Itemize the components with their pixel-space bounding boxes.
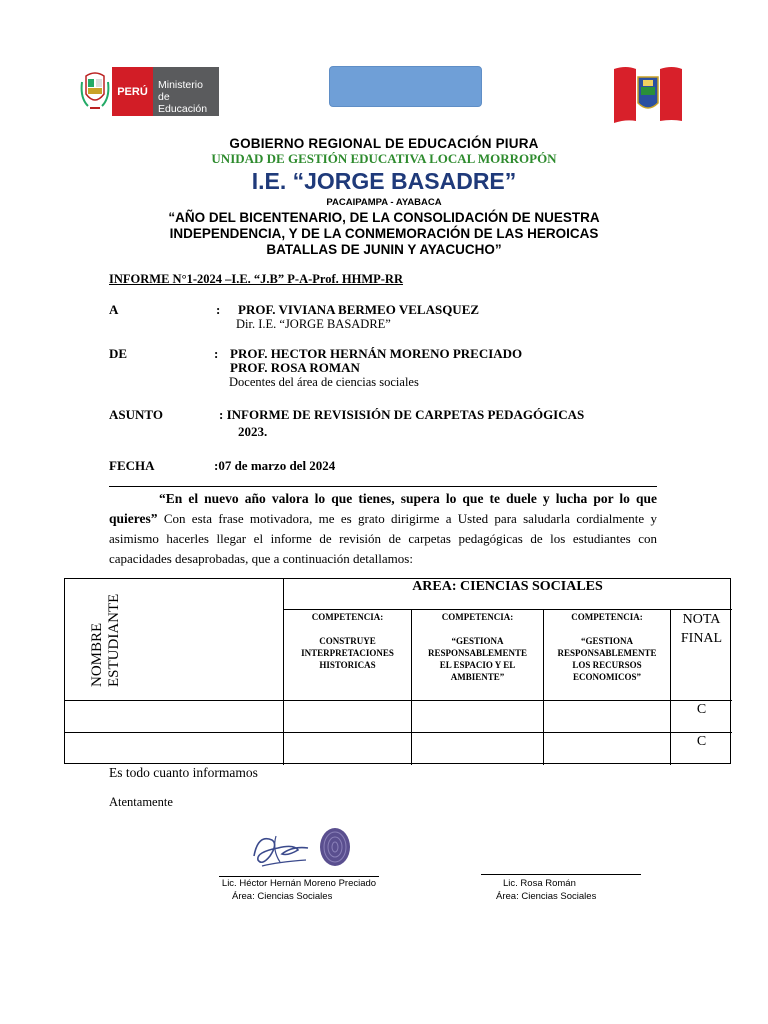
ministerio-educacion-logo <box>153 67 219 116</box>
field-asunto-line1: : INFORME DE REVISISIÓN DE CARPETAS PEDAGÓGICAS <box>219 407 585 422</box>
competencia-text: ECONOMICOS” <box>572 672 641 682</box>
separator-line <box>109 486 657 487</box>
field-de-colon: : <box>214 346 219 361</box>
location-heading: PACAIPAMPA - AYABACA <box>326 197 442 208</box>
competencia-text: “GESTIONA <box>451 636 504 646</box>
area-header: AREA: CIENCIAS SOCIALES <box>412 579 603 594</box>
signature-line-2 <box>481 874 641 875</box>
field-de-role: Docentes del área de ciencias sociales <box>229 375 419 389</box>
intro-paragraph <box>109 489 657 569</box>
evaluation-table <box>64 578 731 764</box>
competencia-label: COMPETENCIA: <box>571 612 643 622</box>
field-a-colon: : <box>216 302 221 317</box>
competencia-text: HISTORICAS <box>319 660 376 670</box>
field-de-name1: PROF. HECTOR HERNÁN MORENO PRECIADO <box>230 346 523 361</box>
field-a-role: Dir. I.E. “JORGE BASADRE” <box>236 317 391 331</box>
school-name-heading: I.E. “JORGE BASADRE” <box>251 168 517 194</box>
gobierno-regional-heading: GOBIERNO REGIONAL DE EDUCACIÓN PIURA <box>229 136 539 151</box>
peru-label: PERÚ <box>117 85 148 98</box>
school-flag-icon <box>612 63 684 125</box>
signature-1-area: Área: Ciencias Sociales <box>232 891 333 902</box>
row-nota: C <box>696 734 707 749</box>
year-motto-line1: “AÑO DEL BICENTENARIO, DE LA CONSOLIDACIÓN DE NUESTRA <box>168 210 600 225</box>
field-fecha-label: FECHA <box>109 458 155 473</box>
intro-body: Con esta frase motivadora, me es grato dirigirme a Usted para saludarla cordialmente y asimismo hacerles llegar el informe de revisión de carpetas pedagógicas de los estudiantes con capacidades desaprobadas, que a continuación detallamos: <box>109 511 657 566</box>
nombre-estudiante-header <box>89 594 123 687</box>
field-a-name: PROF. VIVIANA BERMEO VELASQUEZ <box>238 302 480 317</box>
competencia-2-header <box>412 611 543 683</box>
competencia-text: AMBIENTE” <box>450 672 505 682</box>
year-motto <box>0 210 768 258</box>
fingerprint-icon <box>318 826 352 868</box>
nombre-header-line1: NOMBRE <box>89 622 105 687</box>
competencia-label: COMPETENCIA: <box>441 612 514 622</box>
field-fecha-value: :07 de marzo del 2024 <box>214 458 336 473</box>
row-nota: C <box>696 702 707 717</box>
field-de-name2: PROF. ROSA ROMAN <box>230 360 360 375</box>
signature-1-name: Lic. Héctor Hernán Moreno Preciado <box>221 878 377 889</box>
closing-line1: Es todo cuanto informamos <box>109 765 258 780</box>
field-de-label: DE <box>109 346 128 361</box>
competencia-text: “GESTIONA <box>580 636 633 646</box>
table-row <box>65 701 732 732</box>
nota-header-line2: FINAL <box>680 631 723 646</box>
nombre-header-line2: ESTUDIANTE <box>106 593 122 687</box>
competencia-3-header <box>544 611 670 683</box>
competencia-text: INTERPRETACIONES <box>301 648 394 658</box>
field-asunto-label: ASUNTO <box>109 407 163 422</box>
intro-quote: “En el nuevo año valora lo que tienes, supera lo que te duele y lucha por lo que quieres” <box>109 491 657 526</box>
minedu-line1: Ministerio <box>158 79 203 91</box>
field-a-label: A <box>109 302 119 317</box>
header-blue-banner <box>329 66 482 107</box>
year-motto-line3: BATALLAS DE JUNIN Y AYACUCHO” <box>266 242 502 257</box>
closing-line2: Atentamente <box>109 795 173 809</box>
competencia-text: CONSTRUYE <box>319 636 376 646</box>
competencia-1-header <box>284 611 411 671</box>
nota-final-header <box>671 610 732 648</box>
signature-2-name: Lic. Rosa Román <box>503 878 576 889</box>
table-row <box>65 733 732 764</box>
nota-header-line1: NOTA <box>682 612 721 627</box>
competencia-text: EL ESPACIO Y EL <box>439 660 516 670</box>
handwritten-signature-icon <box>248 826 318 874</box>
signature-2-area: Área: Ciencias Sociales <box>496 891 597 902</box>
peru-logo <box>112 67 153 116</box>
signature-line-1 <box>219 876 379 877</box>
minedu-line2: de Educación <box>158 91 208 115</box>
competencia-label: COMPETENCIA: <box>311 612 384 622</box>
year-motto-line2: INDEPENDENCIA, Y DE LA CONMEMORACIÓN DE LAS HEROICAS <box>169 226 599 241</box>
competencia-text: RESPONSABLEMENTE <box>557 648 657 658</box>
national-coat-of-arms-icon <box>80 68 110 114</box>
informe-title: INFORME N°1-2024 –I.E. “J.B” P-A-Prof. HHMP-RR <box>109 272 403 286</box>
field-asunto-line2: 2023. <box>238 424 268 439</box>
competencia-text: RESPONSABLEMENTE <box>427 648 528 658</box>
competencia-text: LOS RECURSOS <box>572 660 642 670</box>
ugel-heading: UNIDAD DE GESTIÓN EDUCATIVA LOCAL MORROPÓN <box>211 151 557 166</box>
